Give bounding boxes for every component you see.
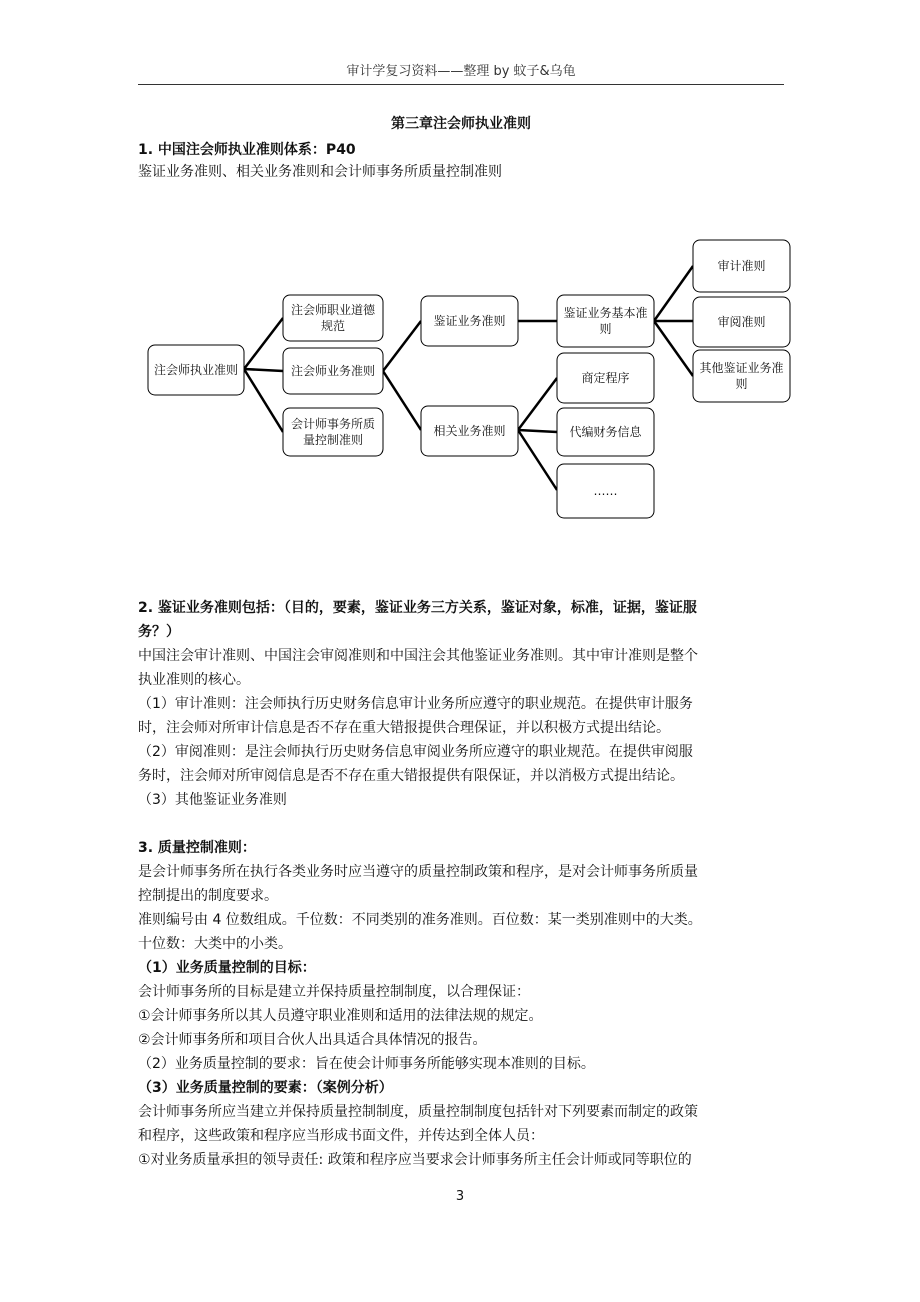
node-compilation-label: 代编财务信息: [569, 425, 642, 439]
node-review-standards: [693, 297, 790, 347]
section2-heading-line2: 务？）: [138, 624, 180, 640]
node-related-services-label: 相关业务准则: [433, 424, 506, 438]
section3-sub1-p1: 会计师事务所的目标是建立并保持质量控制制度，以合理保证：: [138, 984, 530, 1000]
node-agreed-procedures: [557, 353, 654, 403]
section3-sub1-p2: ①会计师事务所以其人员遵守职业准则和适用的法律法规的规定。: [138, 1008, 543, 1024]
node-ellipsis: [557, 464, 654, 518]
node-audit-standards: [693, 240, 790, 292]
section3-sub2: （2）业务质量控制的要求：旨在使会计师事务所能够实现本准则的目标。: [138, 1056, 595, 1072]
section3-p1-line1: 是会计师事务所在执行各类业务时应当遵守的质量控制政策和程序，是对会计师事务所质量: [138, 864, 698, 880]
section3-p1-line2: 控制提出的制度要求。: [138, 888, 278, 904]
node-root: [148, 345, 244, 395]
node-compilation: [557, 408, 654, 456]
page-header: 审计学复习资料——整理 by 蚊子&乌龟: [346, 64, 576, 79]
node-assurance-standards-label: 鉴证业务准则: [433, 314, 506, 328]
node-agreed-procedures-label: 商定程序: [581, 371, 630, 385]
node-related-services: [421, 406, 518, 456]
section1-text: 鉴证业务准则、相关业务准则和会计师事务所质量控制准则: [138, 164, 502, 180]
section3-heading: 3. 质量控制准则：: [138, 840, 256, 856]
section3-sub3-p1-line1: 会计师事务所应当建立并保持质量控制制度，质量控制制度包括针对下列要素而制定的政策: [138, 1104, 698, 1120]
node-quality-control-label: 会计师事务所质量控制准则: [290, 417, 375, 447]
node-ellipsis-label: ……: [593, 484, 618, 498]
section1-heading: 1. 中国注会师执业准则体系：P40: [138, 142, 356, 158]
node-review-standards-label: 审阅准则: [717, 315, 766, 329]
chapter-title: 第三章注会师执业准则: [391, 116, 531, 132]
section2-p2-line1: （1）审计准则：注会师执行历史财务信息审计业务所应遵守的职业规范。在提供审计服务: [138, 696, 693, 712]
section2-p4: （3）其他鉴证业务准则: [138, 792, 287, 808]
node-assurance-basic-label: 鉴证业务基本准则: [563, 306, 648, 336]
section3-sub3-p2: ①对业务质量承担的领导责任: 政策和程序应当要求会计师事务所主任会计师或同等职位的: [138, 1152, 692, 1168]
node-professional-ethics: [283, 295, 383, 341]
section3-p2-line2: 十位数：大类中的小类。: [138, 936, 292, 952]
header-rule: [138, 84, 784, 85]
node-assurance-standards: [421, 296, 518, 346]
node-professional-ethics-label: 注会师职业道德规范: [290, 303, 375, 333]
node-root-label: 注会师执业准则: [153, 363, 238, 377]
page-number: 3: [455, 1189, 465, 1204]
section2-p3-line1: （2）审阅准则：是注会师执行历史财务信息审阅业务所应遵守的职业规范。在提供审阅服: [138, 744, 693, 760]
node-audit-standards-label: 审计准则: [717, 259, 766, 273]
section2-p3-line2: 务时，注会师对所审阅信息是否不存在重大错报提供有限保证，并以消极方式提出结论。: [138, 768, 684, 784]
section3-sub1-heading: （1）业务质量控制的目标：: [138, 960, 316, 976]
node-other-assurance-label: 其他鉴证业务准则: [699, 361, 784, 391]
section2-p1-line2: 执业准则的核心。: [138, 672, 250, 688]
section2-p2-line2: 时，注会师对所审计信息是否不存在重大错报提供合理保证，并以积极方式提出结论。: [138, 720, 670, 736]
node-other-assurance: [693, 350, 790, 402]
section3-sub3-p1-line2: 和程序，这些政策和程序应当形成书面文件，并传达到全体人员：: [138, 1128, 544, 1144]
section3-sub1-p3: ②会计师事务所和项目合伙人出具适合具体情况的报告。: [138, 1032, 487, 1048]
node-quality-control: [283, 408, 383, 456]
section2-p1-line1: 中国注会审计准则、中国注会审阅准则和中国注会其他鉴证业务准则。其中审计准则是整个: [138, 648, 698, 664]
node-business-standards-label: 注会师业务准则: [290, 364, 375, 378]
node-business-standards: [283, 348, 383, 394]
section2-heading-line1: 2. 鉴证业务准则包括：（目的，要素，鉴证业务三方关系，鉴证对象，标准，证据，鉴证服: [138, 600, 697, 616]
standards-hierarchy-diagram: [138, 232, 798, 524]
section3-sub3-heading: （3）业务质量控制的要素：（案例分析）: [138, 1080, 393, 1096]
node-assurance-basic: [557, 295, 654, 347]
section3-p2-line1: 准则编号由 4 位数组成。千位数：不同类别的准务准则。百位数：某一类别准则中的大类。: [138, 912, 702, 928]
